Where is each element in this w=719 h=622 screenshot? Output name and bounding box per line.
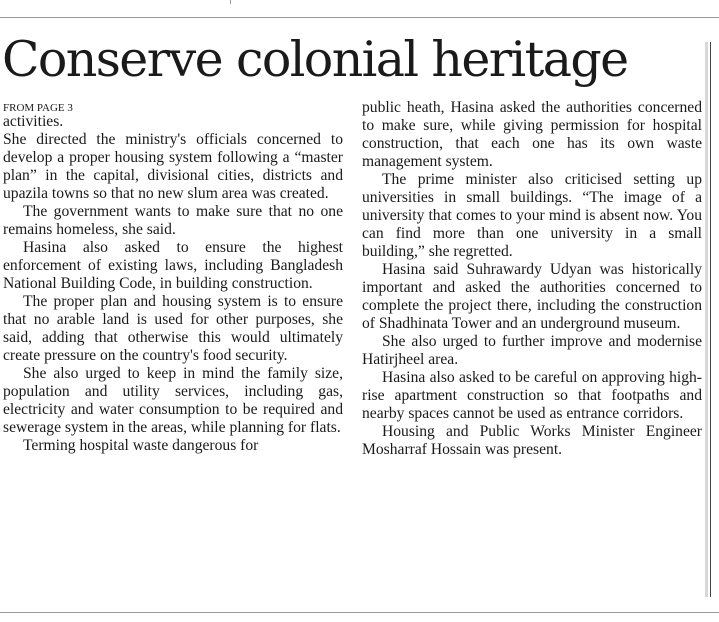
paragraph: The prime minister also criticised setting up universities in small buildings. “The image of a university that comes to your mind is absent now. You can find more than one university in a small building,” she regretted. bbox=[362, 171, 702, 260]
continued-from-label: FROM PAGE 3 bbox=[3, 102, 73, 114]
left-column bbox=[3, 113, 343, 455]
right-border-shadow bbox=[705, 42, 708, 597]
paragraph: Hasina said Suhrawardy Udyan was historically important and asked the authorities concerned to complete the project there, including the construction of Shadhinata Tower and an underground museum. bbox=[362, 261, 702, 332]
paragraph: She directed the ministry's officials concerned to develop a proper housing system following a “master plan” in the capital, divisional cities, districts and upazila towns so that no new slum area was created. bbox=[3, 131, 343, 202]
paragraph: Hasina also asked to be careful on approving high-rise apartment construction so that footpaths and nearby spaces cannot be used as entrance corridors. bbox=[362, 369, 702, 422]
top-tick bbox=[230, 0, 231, 4]
paragraph: Hasina also asked to ensure the highest enforcement of existing laws, including Bangladesh National Building Code, in building construction. bbox=[3, 239, 343, 292]
bottom-rule bbox=[0, 612, 719, 613]
paragraph: The proper plan and housing system is to ensure that no arable land is used for other purposes, she said, adding that otherwise this would ultimately create pressure on the country's food security. bbox=[3, 293, 343, 364]
right-border bbox=[710, 42, 711, 597]
paragraph: The government wants to make sure that no one remains homeless, she said. bbox=[3, 203, 343, 238]
paragraph: Housing and Public Works Minister Engineer Mosharraf Hossain was present. bbox=[362, 423, 702, 458]
paragraph: Terming hospital waste dangerous for bbox=[23, 437, 259, 454]
right-column bbox=[362, 99, 702, 459]
paragraph: public heath, Hasina asked the authorities concerned to make sure, while giving permission for hospital construction, that each one has its own waste management system. bbox=[362, 99, 702, 170]
paragraph: She also urged to further improve and modernise Hatirjheel area. bbox=[362, 333, 702, 368]
paragraph: She also urged to keep in mind the family size, population and utility services, including gas, electricity and water consumption to be required and sewerage system in the areas, while planning for flats. bbox=[3, 365, 343, 436]
headline: Conserve colonial heritage bbox=[2, 31, 628, 88]
paragraph: activities. bbox=[3, 113, 64, 130]
top-rule bbox=[0, 17, 719, 18]
